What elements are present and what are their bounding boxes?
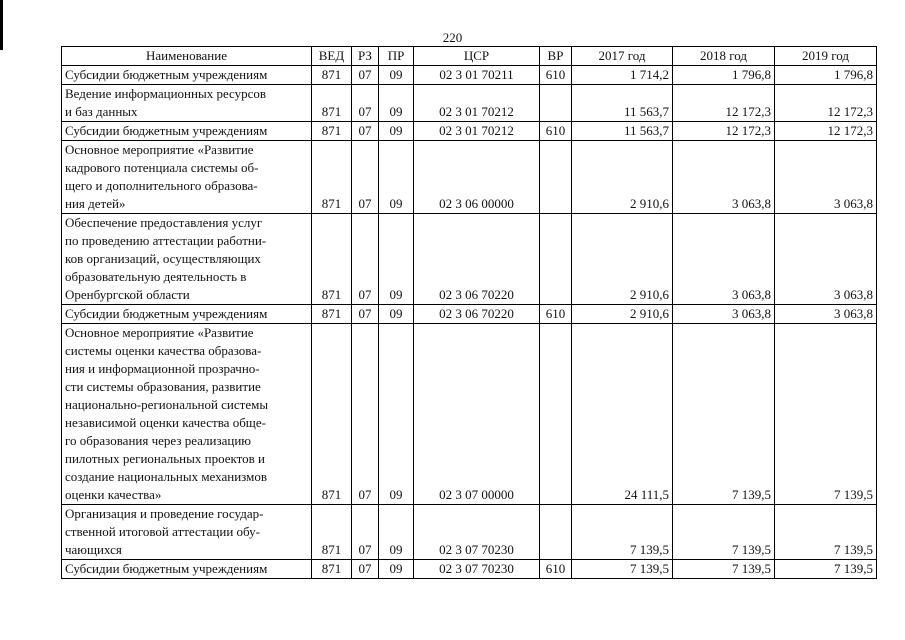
- ved-cell: 871: [312, 122, 352, 141]
- rz-cell: 07: [352, 141, 379, 214]
- amount-2018-cell: 1 796,8: [673, 66, 775, 85]
- pr-cell: 09: [379, 560, 414, 579]
- ved-cell: 871: [312, 505, 352, 560]
- row-name: [62, 85, 312, 122]
- row-name-line: ния детей»: [65, 196, 126, 211]
- row-name-line: независимой оценки качества обще-: [65, 415, 266, 430]
- pr-cell: 09: [379, 305, 414, 324]
- header-name: Наименование: [62, 47, 312, 66]
- header-2018: 2018 год: [673, 47, 775, 66]
- amount-2019-cell: 7 139,5: [775, 505, 877, 560]
- table-row: [62, 505, 877, 560]
- row-name-line: и баз данных: [65, 104, 138, 119]
- pr-cell: 09: [379, 122, 414, 141]
- row-name-line: Субсидии бюджетным учреждениям: [65, 67, 268, 82]
- amount-2019-cell: 3 063,8: [775, 214, 877, 305]
- amount-2018-cell: 7 139,5: [673, 560, 775, 579]
- row-name-line: Организация и проведение государ-: [65, 506, 264, 521]
- ved-cell: 871: [312, 66, 352, 85]
- row-name-line: сти системы образования, развитие: [65, 379, 261, 394]
- rz-cell: 07: [352, 305, 379, 324]
- row-name-line: создание национальных механизмов: [65, 469, 267, 484]
- budget-table: [61, 46, 877, 579]
- rz-cell: 07: [352, 66, 379, 85]
- rz-cell: 07: [352, 505, 379, 560]
- row-name-line: ния и информационной прозрачно-: [65, 361, 260, 376]
- ved-cell: 871: [312, 560, 352, 579]
- csr-cell: 02 3 01 70212: [414, 85, 540, 122]
- row-name-line: Обеспечение предоставления услуг: [65, 215, 263, 230]
- table-row: [62, 122, 877, 141]
- table-row: [62, 214, 877, 305]
- header-ved: ВЕД: [312, 47, 352, 66]
- csr-cell: 02 3 06 70220: [414, 305, 540, 324]
- row-name: [62, 505, 312, 560]
- row-name-line: системы оценки качества образова-: [65, 343, 262, 358]
- header-vr: ВР: [540, 47, 572, 66]
- amount-2018-cell: 3 063,8: [673, 305, 775, 324]
- vr-cell: [540, 214, 572, 305]
- vr-cell: 610: [540, 560, 572, 579]
- pr-cell: 09: [379, 324, 414, 505]
- amount-2018-cell: 3 063,8: [673, 214, 775, 305]
- amount-2017-cell: 24 111,5: [572, 324, 673, 505]
- amount-2017-cell: 2 910,6: [572, 214, 673, 305]
- row-name: [62, 214, 312, 305]
- amount-2018-cell: 12 172,3: [673, 122, 775, 141]
- amount-2018-cell: 12 172,3: [673, 85, 775, 122]
- row-name-line: Субсидии бюджетным учреждениям: [65, 561, 268, 576]
- rz-cell: 07: [352, 560, 379, 579]
- row-name-line: национально-региональной системы: [65, 397, 269, 412]
- pr-cell: 09: [379, 141, 414, 214]
- table-row: [62, 141, 877, 214]
- table-body: [62, 66, 877, 579]
- pr-cell: 09: [379, 505, 414, 560]
- row-name-line: кадрового потенциала системы об-: [65, 160, 259, 175]
- table-row: [62, 85, 877, 122]
- row-name-line: ков организаций, осуществляющих: [65, 251, 261, 266]
- row-name-line: ственной итоговой аттестации обу-: [65, 524, 260, 539]
- header-rz: РЗ: [352, 47, 379, 66]
- page-number: 220: [442, 30, 463, 45]
- amount-2017-cell: 7 139,5: [572, 505, 673, 560]
- row-name-line: чающихся: [65, 542, 122, 557]
- csr-cell: 02 3 06 00000: [414, 141, 540, 214]
- row-name-line: оценки качества»: [65, 487, 162, 502]
- amount-2017-cell: 7 139,5: [572, 560, 673, 579]
- table-row: [62, 305, 877, 324]
- amount-2018-cell: 3 063,8: [673, 141, 775, 214]
- row-name: [62, 122, 312, 141]
- row-name: [62, 305, 312, 324]
- ved-cell: 871: [312, 141, 352, 214]
- rz-cell: 07: [352, 214, 379, 305]
- table-row: [62, 560, 877, 579]
- header-2019: 2019 год: [775, 47, 877, 66]
- row-name-line: Субсидии бюджетным учреждениям: [65, 306, 268, 321]
- amount-2019-cell: 12 172,3: [775, 85, 877, 122]
- csr-cell: 02 3 07 70230: [414, 505, 540, 560]
- row-name-line: Основное мероприятие «Развитие: [65, 142, 254, 157]
- table-row: [62, 66, 877, 85]
- rz-cell: 07: [352, 122, 379, 141]
- ved-cell: 871: [312, 324, 352, 505]
- amount-2018-cell: 7 139,5: [673, 505, 775, 560]
- row-name-line: Основное мероприятие «Развитие: [65, 325, 254, 340]
- row-name-line: по проведению аттестации работни-: [65, 233, 267, 248]
- row-name: [62, 66, 312, 85]
- pr-cell: 09: [379, 85, 414, 122]
- table-row: [62, 324, 877, 505]
- csr-cell: 02 3 07 70230: [414, 560, 540, 579]
- pr-cell: 09: [379, 214, 414, 305]
- csr-cell: 02 3 06 70220: [414, 214, 540, 305]
- amount-2019-cell: 1 796,8: [775, 66, 877, 85]
- vr-cell: [540, 505, 572, 560]
- header-csr: ЦСР: [414, 47, 540, 66]
- amount-2017-cell: 11 563,7: [572, 85, 673, 122]
- csr-cell: 02 3 01 70212: [414, 122, 540, 141]
- ved-cell: 871: [312, 214, 352, 305]
- row-name-line: го образования через реализацию: [65, 433, 251, 448]
- row-name: [62, 560, 312, 579]
- row-name: [62, 141, 312, 214]
- vr-cell: 610: [540, 305, 572, 324]
- ved-cell: 871: [312, 85, 352, 122]
- pr-cell: 09: [379, 66, 414, 85]
- row-name: [62, 324, 312, 505]
- header-2017: 2017 год: [572, 47, 673, 66]
- vr-cell: 610: [540, 122, 572, 141]
- amount-2019-cell: 3 063,8: [775, 141, 877, 214]
- rz-cell: 07: [352, 85, 379, 122]
- header-row: [62, 47, 877, 66]
- amount-2018-cell: 7 139,5: [673, 324, 775, 505]
- ved-cell: 871: [312, 305, 352, 324]
- vr-cell: [540, 85, 572, 122]
- amount-2019-cell: 3 063,8: [775, 305, 877, 324]
- amount-2019-cell: 12 172,3: [775, 122, 877, 141]
- row-name-line: Субсидии бюджетным учреждениям: [65, 123, 268, 138]
- csr-cell: 02 3 01 70211: [414, 66, 540, 85]
- rz-cell: 07: [352, 324, 379, 505]
- amount-2019-cell: 7 139,5: [775, 324, 877, 505]
- amount-2017-cell: 2 910,6: [572, 141, 673, 214]
- amount-2017-cell: 1 714,2: [572, 66, 673, 85]
- row-name-line: щего и дополнительного образова-: [65, 178, 258, 193]
- vr-cell: [540, 324, 572, 505]
- vr-cell: [540, 141, 572, 214]
- header-pr: ПР: [379, 47, 414, 66]
- row-name-line: пилотных региональных проектов и: [65, 451, 265, 466]
- amount-2017-cell: 2 910,6: [572, 305, 673, 324]
- row-name-line: Ведение информационных ресурсов: [65, 86, 267, 101]
- row-name-line: Оренбургской области: [65, 287, 190, 302]
- row-name-line: образовательную деятельность в: [65, 269, 247, 284]
- amount-2017-cell: 11 563,7: [572, 122, 673, 141]
- amount-2019-cell: 7 139,5: [775, 560, 877, 579]
- vr-cell: 610: [540, 66, 572, 85]
- csr-cell: 02 3 07 00000: [414, 324, 540, 505]
